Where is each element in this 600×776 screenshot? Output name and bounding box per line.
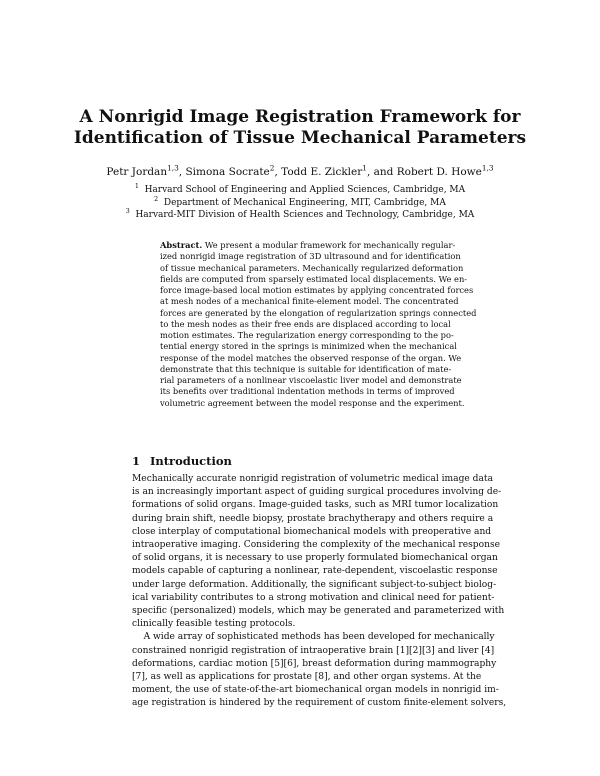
body-line: intraoperative imaging. Considering the complexity of the mechanical response (132, 540, 501, 551)
abstract-line: ized nonrigid image registration of 3D ultrasound and for identification (160, 251, 461, 262)
affiliation-list (0, 184, 600, 222)
affiliation-mark: 3 (125, 208, 130, 215)
author-affiliation-mark: 1,3 (481, 163, 494, 173)
author-name: Petr Jordan (106, 166, 168, 178)
title-line-2: Identification of Tissue Mechanical Parameters (73, 128, 527, 148)
abstract-line: to the mesh nodes as their free ends are displaced according to local (160, 318, 451, 329)
abstract-line: its benefits over traditional indentation methods in terms of improved (160, 386, 455, 397)
body-line: age registration is hindered by the requirement of custom finite-element solvers, (132, 698, 507, 709)
section-title: Introduction (150, 454, 232, 468)
body-line: clinically feasible testing protocols. (132, 619, 296, 630)
title-line-1: A Nonrigid Image Registration Framework for (79, 107, 521, 127)
body-line: A wide array of sophisticated methods has been developed for mechanically (132, 632, 495, 643)
affiliation-mark: 2 (154, 195, 159, 203)
abstract-line: volumetric agreement between the model response and the experiment. (160, 397, 465, 408)
author-affiliation-mark: 2 (269, 163, 275, 173)
body-line: is an increasingly important aspect of guiding surgical procedures involving de- (132, 487, 502, 498)
abstract-first-line: We present a modular framework for mechanically regular- (204, 240, 456, 250)
body-line: deformations, cardiac motion [5][6], breast deformation during mammography (132, 658, 497, 669)
abstract-line: force image-based local motion estimates by applying concentrated forces (160, 285, 474, 295)
abstract-line: of tissue mechanical parameters. Mechanically regularized deformation (160, 262, 464, 273)
body-line: constrained nonrigid registration of intraoperative brain [1][2][3] and liver [4] (132, 645, 495, 656)
body-line: under large deformation. Additionally, the significant subject-to-subject biolog- (132, 579, 497, 590)
body-text (132, 473, 507, 711)
author-name: Todd E. Zickler (281, 166, 363, 178)
author-list: Petr Jordan$^{1,3}$, Simona Socrate$^2$, Todd E. Zickler$^1$, and Robert D. Howe$^{1,3}$ (106, 163, 494, 178)
author-name: and Robert D. Howe (373, 166, 482, 178)
affiliation-text: Harvard School of Engineering and Applied Sciences, Cambridge, MA (144, 185, 466, 195)
section-number: 1 (132, 454, 141, 468)
abstract-label: Abstract. (160, 240, 203, 250)
abstract-line: rial parameters of a nonlinear viscoelastic liver model and demonstrate (160, 375, 462, 385)
abstract-line: tential energy stored in the springs is minimized when the mechanical (160, 341, 457, 352)
abstract-line: fields are computed from sparsely estimated local displacements. We en- (160, 273, 468, 284)
affiliation (0, 184, 600, 197)
abstract (160, 240, 477, 409)
body-line: of solid organs, it is necessary to use properly formulated biomechanical organ (132, 553, 498, 564)
abstract-line: motion estimates. The regularization energy corresponding to the po- (160, 330, 454, 340)
body-line: specific (personalized) models, which may be generated and parameterized with (132, 606, 505, 617)
paper-title (0, 107, 600, 149)
body-line: during brain shift, needle biopsy, prostate brachytherapy and others require a (132, 513, 494, 524)
body-line: close interplay of computational biomechanical models with preoperative and (132, 526, 492, 537)
body-line: ical variability contributes to a strong motivation and clinical need for patient- (132, 592, 495, 603)
author-affiliation-mark: 1 (362, 163, 367, 173)
body-line: Mechanically accurate nonrigid registration of volumetric medical image data (132, 474, 493, 484)
affiliation (0, 209, 600, 222)
affiliation (0, 197, 600, 210)
affiliation-mark: 1 (134, 183, 139, 190)
section-heading (132, 454, 232, 468)
abstract-line: demonstrate that this technique is suitable for identification of mate- (160, 363, 452, 374)
abstract-line (160, 240, 456, 251)
body-line: formations of solid organs. Image-guided tasks, such as MRI tumor localization (132, 500, 499, 511)
body-line: models capable of capturing a nonlinear, rate-dependent, viscoelastic response (132, 566, 498, 577)
abstract-line: response of the model matches the observed response of the organ. We (160, 352, 462, 363)
abstract-line: at mesh nodes of a mechanical finite-element model. The concentrated (160, 296, 459, 307)
author-name: Simona Socrate (185, 166, 270, 178)
affiliation-text: Harvard-MIT Division of Health Sciences and Technology, Cambridge, MA (135, 210, 475, 220)
body-line: moment, the use of state-of-the-art biomechanical organ models in nonrigid im- (132, 685, 499, 696)
author-affiliation-mark: 1,3 (167, 163, 179, 173)
abstract-line: forces are generated by the elongation of regularization springs connected (160, 307, 477, 318)
affiliation-text: Department of Mechanical Engineering, MIT, Cambridge, MA (163, 197, 446, 208)
body-line: [7], as well as applications for prostate [8], and other organ systems. At the (132, 672, 482, 683)
